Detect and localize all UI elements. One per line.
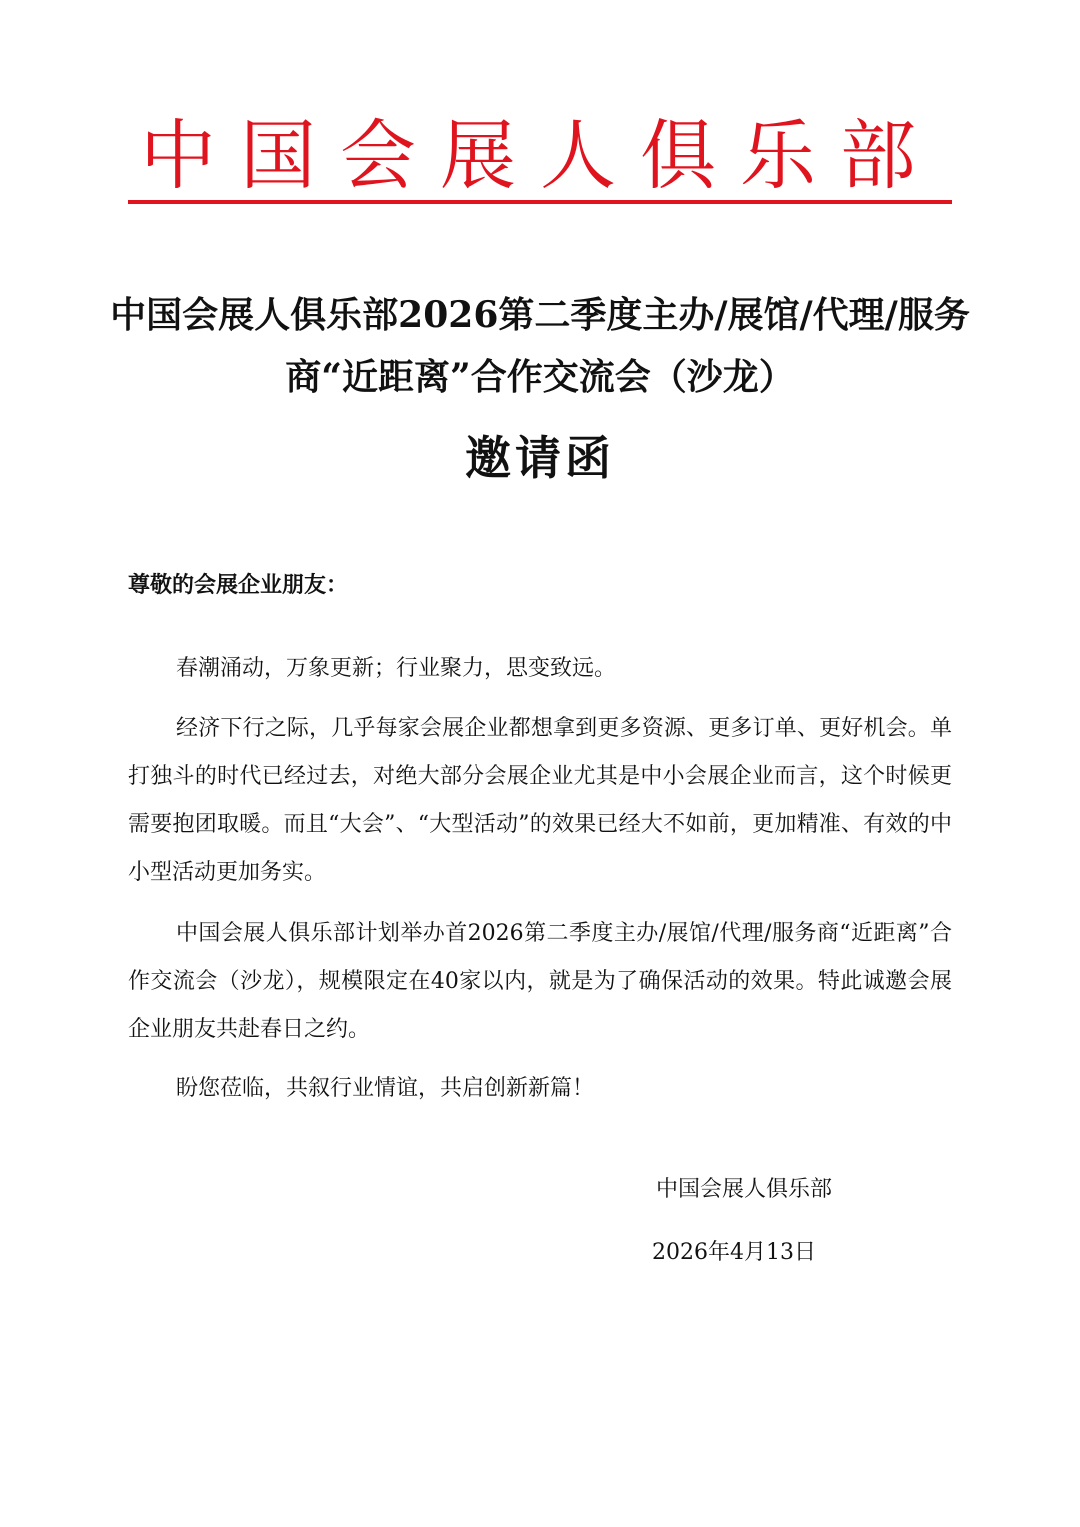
body-paragraph-2: 经济下行之际，几乎每家会展企业都想拿到更多资源、更多订单、更好机会。单打独斗的时代已经过去，对绝大部分会展企业尤其是中小会展企业而言，这个时候更需要抱团取暖。而且“大会”、“大型活动”的效果已经大不如前，更加精准、有效的中小型活动更加务实。 bbox=[128, 716, 952, 885]
signature-date: 2026年4月13日 bbox=[652, 1240, 816, 1265]
signature-organization: 中国会展人俱乐部 bbox=[656, 1177, 833, 1202]
body-paragraph-3: 中国会展人俱乐部计划举办首2026第二季度主办/展馆/代理/服务商“近距离”合作交流会（沙龙），规模限定在40家以内，就是为了确保活动的效果。特此诚邀会展企业朋友共赴春日之约。 bbox=[128, 921, 952, 1042]
document-title: 中国会展人俱乐部2026第二季度主办/展馆/代理/服务商“近距离”合作交流会（沙龙） bbox=[110, 294, 970, 398]
letterhead-organization: 中国会展人俱乐部 bbox=[140, 111, 940, 200]
document-subtitle: 邀请函 bbox=[465, 431, 615, 485]
body-paragraph-4: 盼您莅临，共叙行业情谊，共启创新新篇！ bbox=[176, 1076, 595, 1101]
letterhead-divider bbox=[128, 200, 952, 204]
body-paragraph-1: 春潮涌动，万象更新；行业聚力，思变致远。 bbox=[176, 656, 617, 681]
salutation: 尊敬的会展企业朋友： bbox=[128, 572, 349, 598]
